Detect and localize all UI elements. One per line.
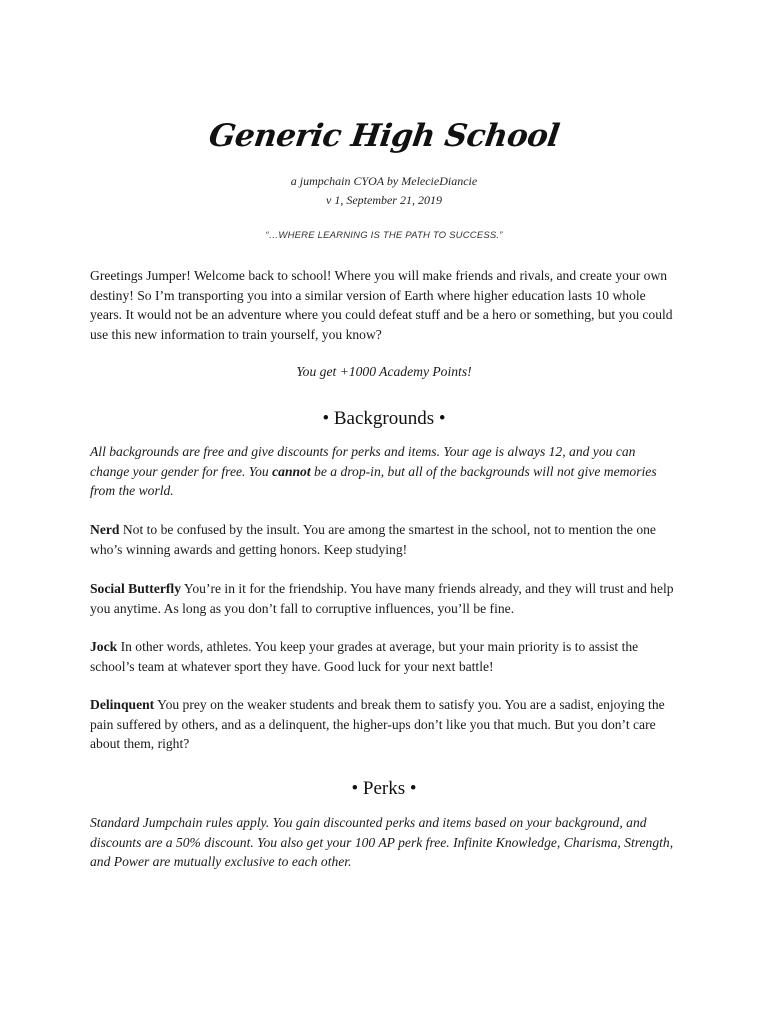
backgrounds-intro-text-end: be a drop-in, but all of the backgrounds will not give memories from the world. [90,463,657,499]
background-description: You prey on the weaker students and break them to satisfy you. You are a sadist, enjoying the pain suffered by others, and as a delinquent, the higher-ups don’t like you that much. But you don’t care about them, right? [90,697,665,752]
motto: “…WHERE LEARNING IS THE PATH TO SUCCESS.” [265,230,503,241]
backgrounds-intro-text: All backgrounds are free and give discounts for perks and items. Your age is always 12, and you can change your gender for free. You [90,444,636,479]
points-line: You get +1000 Academy Points! [296,364,472,379]
version-line: v 1, September 21, 2019 [326,193,442,207]
perks-heading: • Perks • [351,778,417,799]
background-name: Nerd [90,522,120,537]
background-entry-jock [90,637,678,676]
background-entry-nerd [90,520,678,559]
backgrounds-intro [90,442,678,501]
background-name: Delinquent [90,697,155,712]
background-name: Jock [90,639,118,654]
background-description: Not to be confused by the insult. You are among the smartest in the school, not to mention the one who’s winning awards and getting honors. Keep studying! [90,522,656,557]
backgrounds-intro-emphasis: cannot [272,463,311,479]
background-name: Social Butterfly [90,581,181,596]
author-line: a jumpchain CYOA by MelecieDiancie [290,174,478,188]
document-title: Generic High School [206,118,562,154]
background-description: In other words, athletes. You keep your grades at average, but your main priority is to assist the school’s team at whatever sport they have. Good luck for your next battle! [90,639,639,674]
background-entry-social-butterfly [90,579,678,618]
intro-paragraph: Greetings Jumper! Welcome back to school! Where you will make friends and rivals, and create your own destiny! So I’m transporting you into a similar version of Earth where higher education lasts 10 whole years. It would not be an adventure where you could defeat stuff and be a hero or something, but you could use this new information to train yourself, you know? [90,268,673,342]
background-description: You’re in it for the friendship. You have many friends already, and they will trust and help you anytime. As long as you don’t fall to corruptive influences, you’ll be fine. [90,581,674,616]
background-entry-delinquent [90,695,678,754]
backgrounds-heading: • Backgrounds • [322,408,446,429]
perks-intro: Standard Jumpchain rules apply. You gain discounted perks and items based on your background, and discounts are a 50% discount. You also get your 100 AP perk free. Infinite Knowledge, Charisma, Strength, and Power are mutually exclusive to each other. [90,815,674,870]
